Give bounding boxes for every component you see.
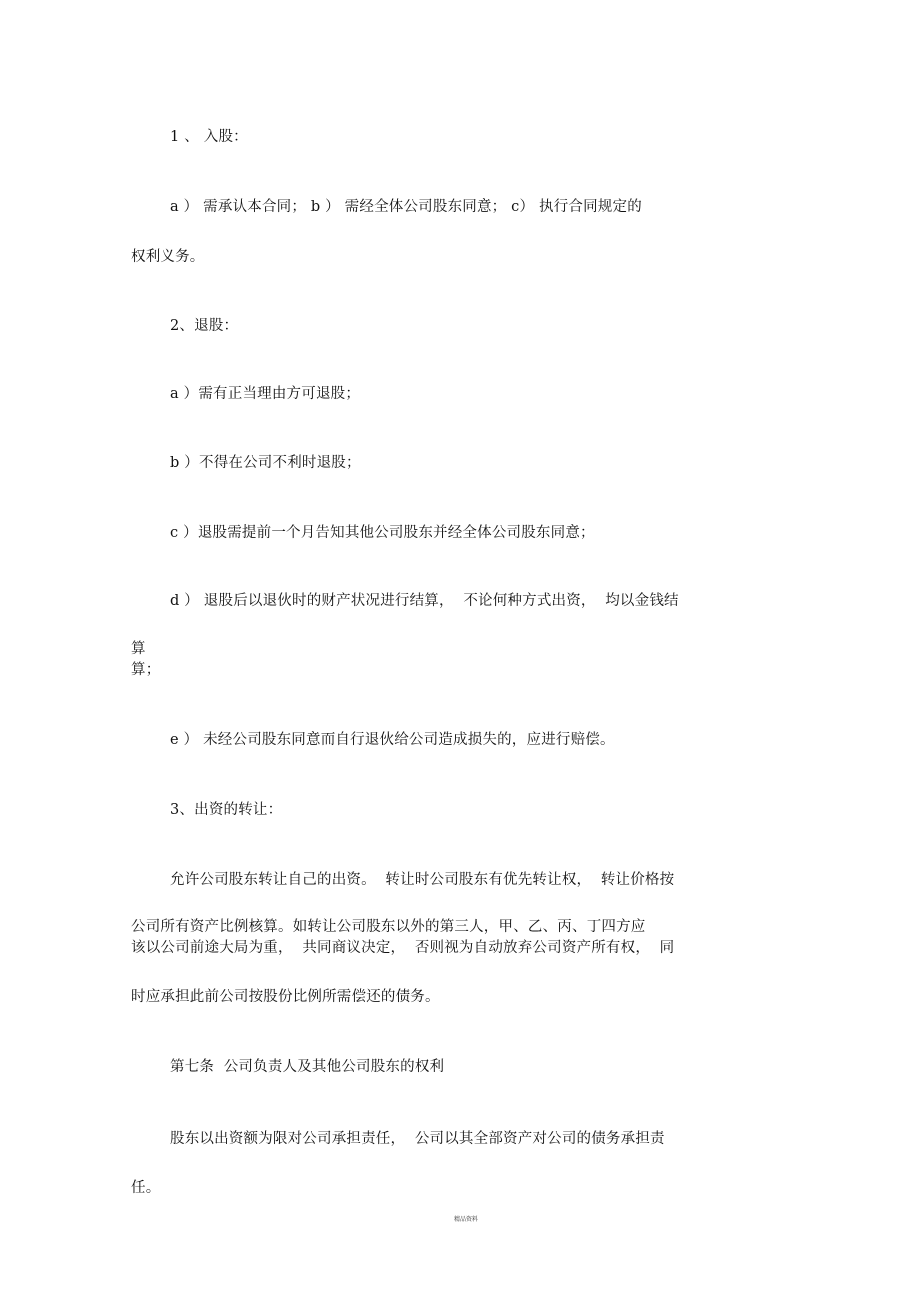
withdraw-condition-d-line-3: 算； [131,662,161,678]
withdraw-condition-e: e ） 未经公司股东同意而自行退伙给公司造成损失的，应进行赔偿。 [170,732,615,748]
join-conditions-line-2: 权利义务。 [131,249,205,265]
item-2-withdraw-heading: 2、退股： [170,318,239,334]
withdraw-condition-b: b ）不得在公司不利时退股； [170,455,361,471]
item-3-transfer-heading: 3、出资的转让： [170,802,283,818]
transfer-paragraph-line-1: 允许公司股东转让自己的出资。 转让时公司股东有优先转让权， 转让价格按 [170,872,675,888]
withdraw-condition-a: a ）需有正当理由方可退股； [170,386,361,402]
item-1-join-heading: 1 、 入股： [170,129,248,145]
withdraw-condition-d-line-1: d ） 退股后以退伙时的财产状况进行结算， 不论何种方式出资， 均以金钱结 [170,593,679,609]
transfer-paragraph-line-2: 公司所有资产比例核算。如转让公司股东以外的第三人，甲、乙、丙、丁四方应 [131,919,646,935]
article-7-heading: 第七条 公司负责人及其他公司股东的权利 [170,1059,445,1075]
transfer-paragraph-line-4: 时应承担此前公司按股份比例所需偿还的债务。 [131,989,440,1005]
withdraw-condition-d-line-2: 算 [131,641,146,657]
withdraw-condition-c: c ）退股需提前一个月告知其他公司股东并经全体公司股东同意； [170,525,595,541]
transfer-paragraph-line-3: 该以公司前途大局为重， 共同商议决定， 否则视为自动放弃公司资产所有权， 同 [131,940,675,956]
page-footer-label: 精品资料 [454,1216,479,1223]
join-conditions-line-1: a ） 需承认本合同； b ） 需经全体公司股东同意； c） 执行合同规定的 [170,199,642,215]
liability-paragraph-line-2: 任。 [131,1180,161,1196]
liability-paragraph-line-1: 股东以出资额为限对公司承担责任， 公司以其全部资产对公司的债务承担责 [170,1131,665,1147]
